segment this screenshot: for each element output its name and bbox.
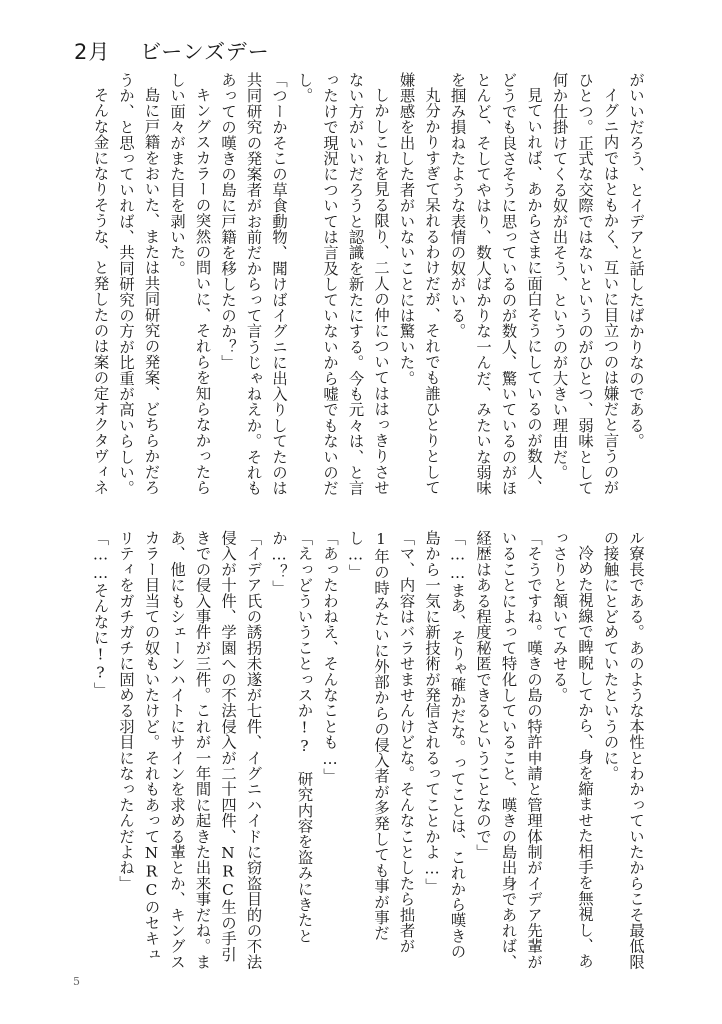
paragraph: 「イデア氏の誘拐未遂が七件、イグニハイドに窃盗目的の不法侵入が十件、学園への不法侵入が二十四件、NRC生の手引きでの侵入事件が三件。これが一年間に起きた出来事だね。まあ、他にもシェーンハイトにサインを求める輩とか、キングスカラー目当ての奴もいたけど。それもあってNRCのセキュリティをガチガチに固める羽目になったんだよね」	[117, 530, 263, 970]
paragraph: がいいだろう、とイデアと話したばかりなのである。	[627, 72, 645, 449]
chapter-title: ビーンズデー	[140, 40, 270, 64]
upper-text-block	[88, 72, 648, 510]
paragraph: 「あったわねえ、そんなことも…」	[321, 530, 339, 784]
paragraph: 「……まあ、そりゃ確かだな。ってことは、これから嘆きの島から一気に新技術が発信されるってことかよ…」	[423, 530, 467, 960]
chapter-header	[74, 36, 270, 66]
paragraph: 見ていれば、あからさまに面白そうにしているのが数人、どうでも良さそうに思っているのが数人、驚いているのがほとんど、そしてやはり、数人ばかりな一んだ、みたいな弱味を掴み損ねたような表情の奴がいる。	[448, 72, 543, 496]
paragraph: 島に戸籍をおいた、または共同研究の発案、どちらかだろうか、と思っていれば、共同研究の方が比重が高いらしい。	[117, 72, 161, 496]
paragraph: 「つーかそこの草食動物、聞けばイグニに出入りしてたのは共同研究の発案者がお前だからって言うじゃねえか。それもあっての嘆きの島に戸籍を移したのか？」	[219, 72, 288, 496]
chapter-label: 2月	[74, 40, 111, 64]
paragraph: 「……そんなに!?」	[91, 530, 110, 698]
paragraph: 「そうですね。嘆きの島の特許申請と管理体制がイデア先輩がいることによって特化していること、嘆きの島出身であれば、経歴はある程度秘匿できるということなので」	[474, 530, 543, 970]
paragraph: しかしこれを見る限り、二人の仲についてははっきりさせない方がいいだろうと認識を新たにする。今も元々は、と言ったけで現況については言及していないから嘘でもないのだし。	[295, 72, 390, 496]
paragraph: 「マ、内容はバラせませんけどな。そんなことしたら拙者が1年の時みたいに外部からの侵入者が多発しても事が事だし…」	[346, 530, 416, 954]
paragraph: 丸分かりすぎて呆れるわけだが、それでも誰ひとりとして嫌悪感を出した者がいないことには驚いた。	[397, 72, 441, 496]
paragraph: イグニ内ではともかく、互いに目立つのは嫌だと言うのがひとつ。正式な交際ではないというのがひとつ、弱味として何か仕掛けてくる奴が出そう、というのが大きい理由だ。	[550, 72, 620, 496]
lower-text-block	[91, 530, 648, 970]
paragraph: 冷めた視線で睥睨してから、身を縮ませた相手を無視し、あっさりと頷いてみせる。	[550, 530, 594, 970]
paragraph: ル寮長である。あのような本性とわかっていたからこそ最低限の接触にとどめていたというのに。	[601, 530, 645, 970]
paragraph: キングスカラーの突然の問いに、それらを知らなかったらしい面々がまた目を剥いた。	[168, 72, 212, 496]
paragraph: 「えっどういうことっスか!? 研究内容を盗みにきたとか…？」	[270, 530, 314, 944]
page-number: 5	[73, 975, 80, 988]
paragraph: そんな金になりそうな、と発したのは案の定オクタヴィネ	[91, 87, 110, 496]
